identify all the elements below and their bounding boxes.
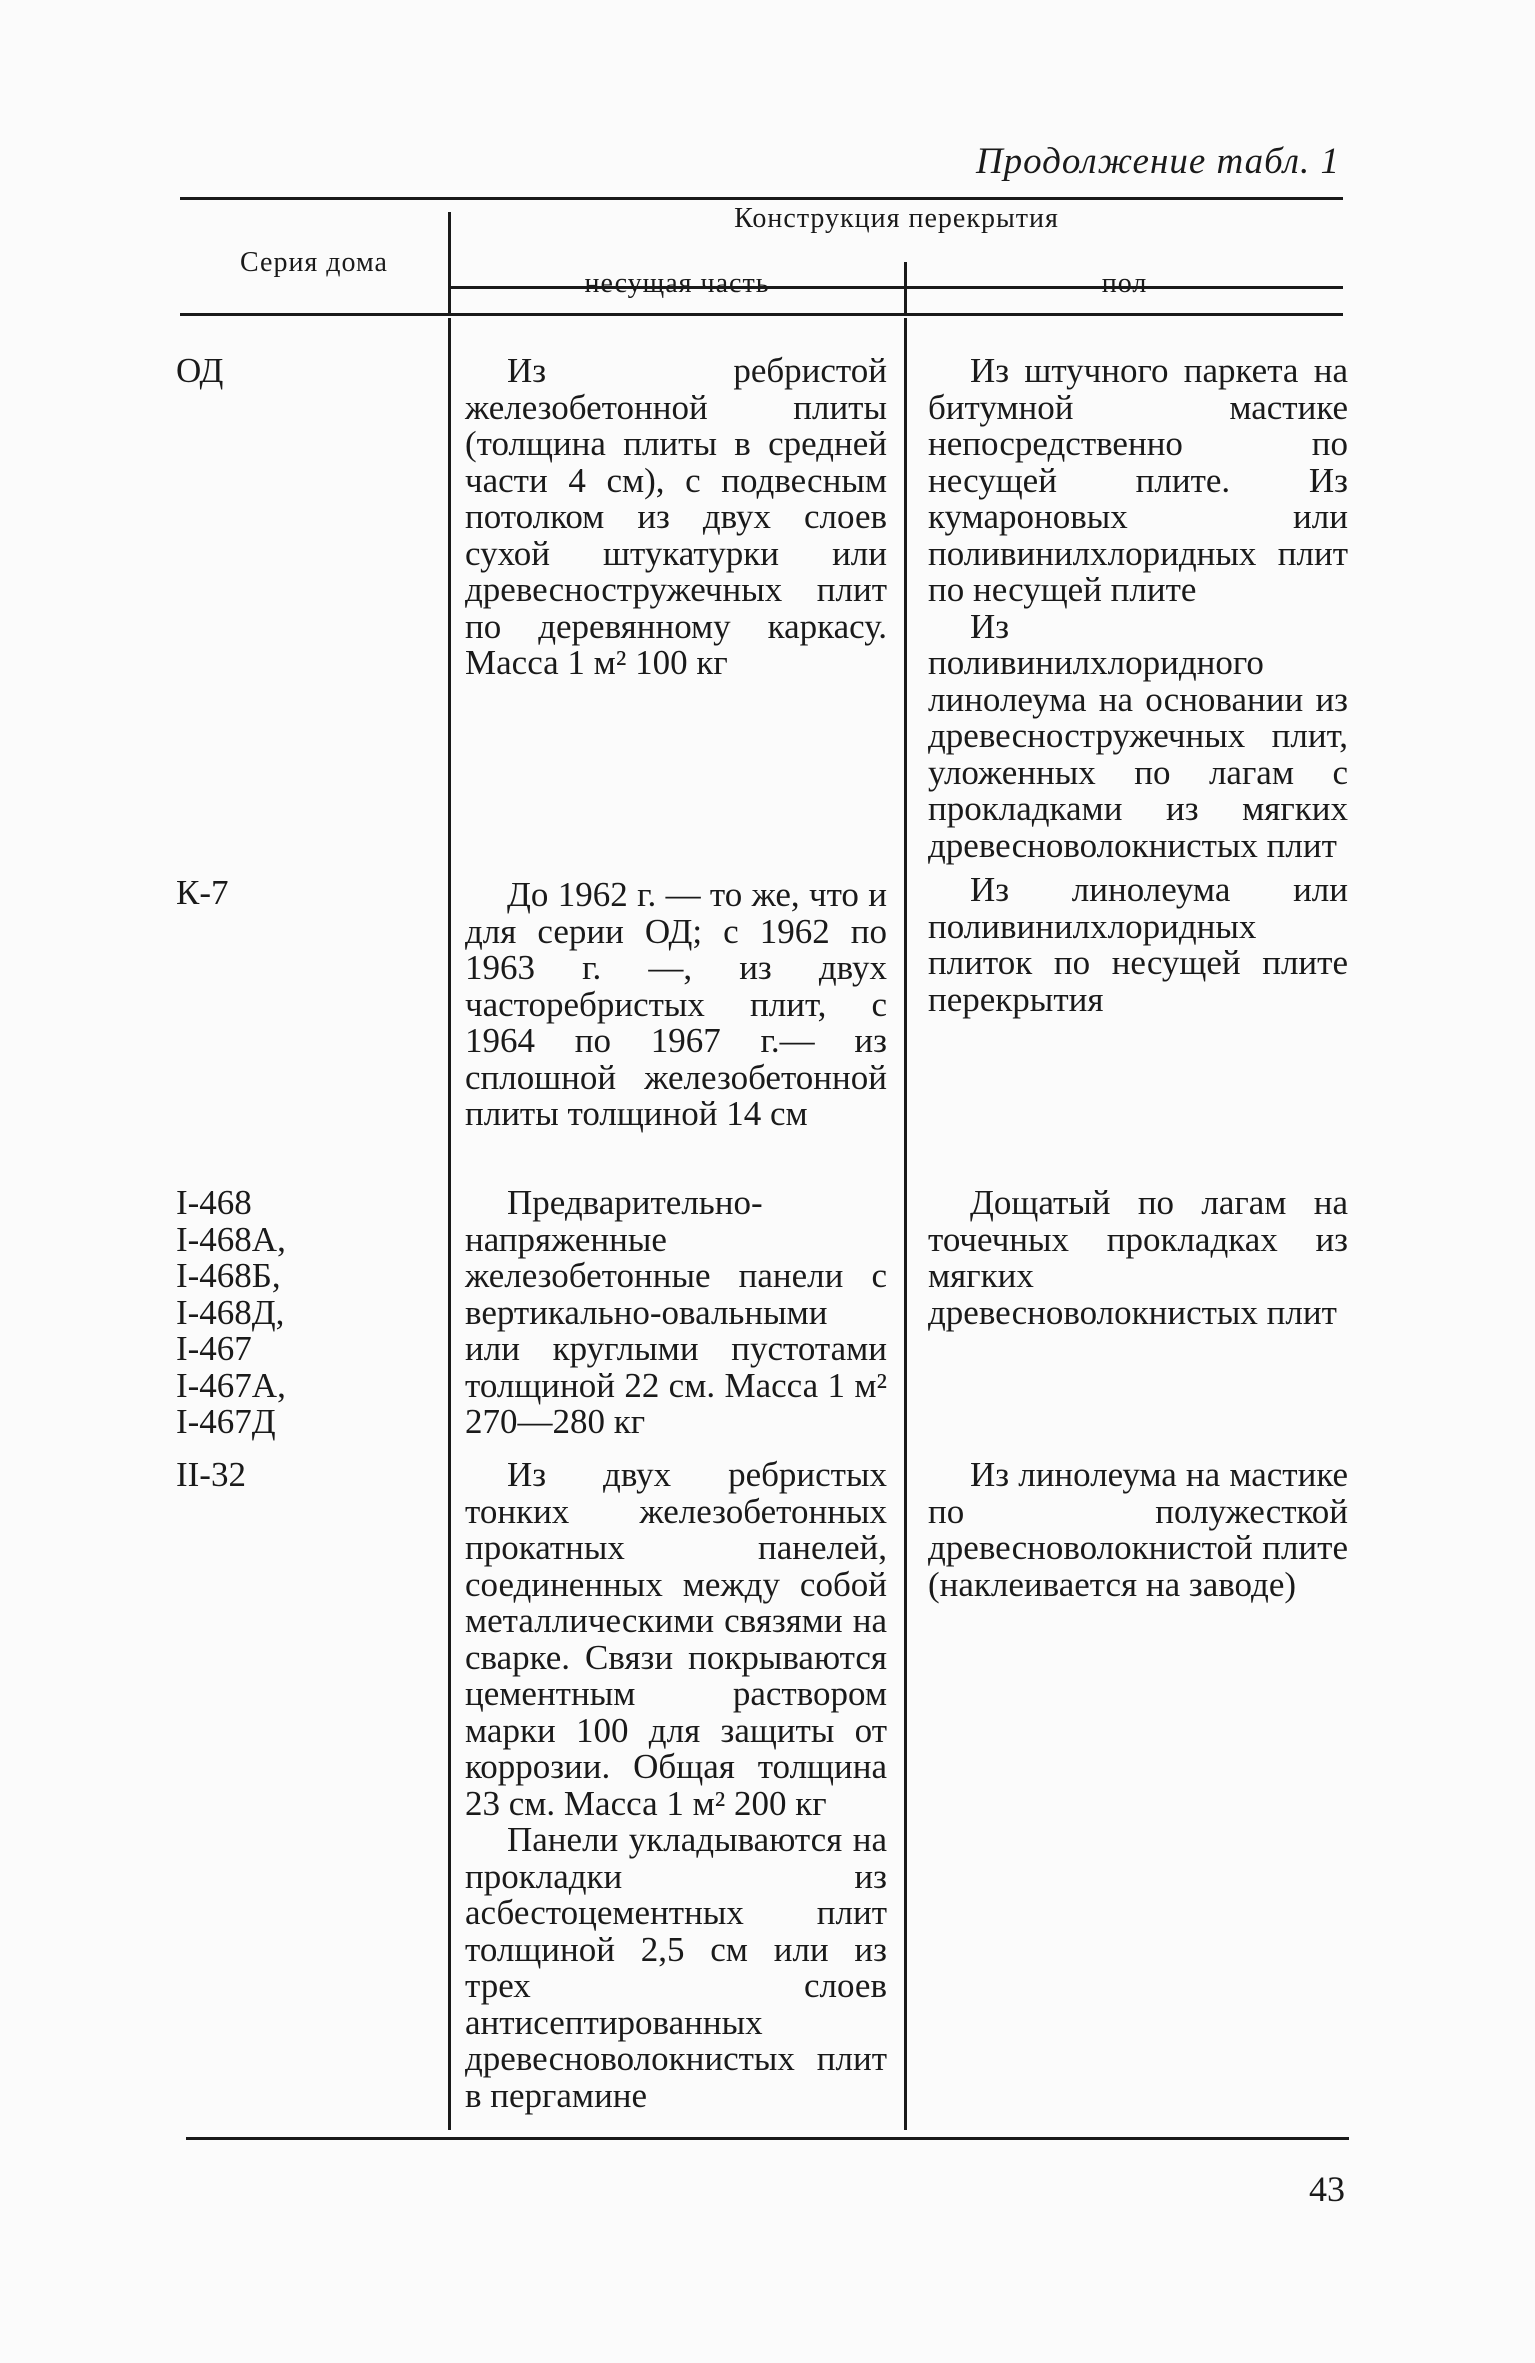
floor-od-para-2: Из поливинилхлоридного линолеума на основании из древесностружечных плит, уложенных по лагам с прокладками из мягких древесноволокнистых плит	[928, 606, 1348, 865]
bottom-rule	[186, 2137, 1349, 2140]
bearing-k7	[465, 877, 887, 1133]
series-k7: К-7	[176, 873, 229, 912]
bearing-ii32-para-1: Из двух ребристых тонких железобетонных прокатных панелей, соединенных между собой металлическими связями на сварке. Связи покрываются цементным раствором марки 100 для защиты от коррозии. Общая толщина 23 см. Масса 1 м² 200 кг	[465, 1455, 887, 1823]
bearing-i468-para: Предварительно-напряженные железобетонные панели с вертикально-овальными или круглыми пустотами толщиной 22 см. Масса 1 м² 270—280 кг	[465, 1183, 887, 1441]
floor-i468	[928, 1185, 1348, 1331]
floor-k7	[928, 872, 1348, 1018]
series-i468-group: I-468 I-468А, I-468Б, I-468Д, I-467 I-467А, I-467Д	[176, 1183, 286, 1441]
series-ii32: II-32	[176, 1455, 246, 1494]
header-series: Серия дома	[240, 247, 388, 278]
floor-ii32-para: Из линолеума на мастике по полужесткой древесноволокнистой плите (наклеивается на заводе)	[928, 1455, 1348, 1604]
table-caption: Продолжение табл. 1	[975, 141, 1340, 182]
header-floor: пол	[1101, 268, 1148, 299]
header-bearing: несущая часть	[584, 268, 770, 299]
page-number: 43	[1309, 2169, 1345, 2209]
bearing-od	[465, 353, 887, 682]
column-divider-left	[448, 318, 451, 2130]
floor-od-para-1: Из штучного паркета на битумной мастике непосредственно по несущей плите. Из кумароновых или поливинилхлоридных плит по несущей плите	[928, 351, 1348, 609]
floor-k7-para: Из линолеума или поливинилхлоридных плиток по несущей плите перекрытия	[928, 870, 1348, 1019]
header-construction: Конструкция перекрытия	[734, 203, 1059, 234]
floor-od	[928, 353, 1348, 864]
column-divider-right	[904, 318, 907, 2130]
bearing-ii32-para-2: Панели укладываются на прокладки из асбестоцементных плит толщиной 2,5 см или из трех слоев антисептированных древесноволокнистых плит в пергамине	[465, 1820, 887, 2115]
bearing-od-para: Из ребристой железобетонной плиты (толщина плиты в средней части 4 см), с подвесным потолком из двух слоев сухой штукатурки или древесностружечных плит по деревянному каркасу. Масса 1 м² 100 кг	[465, 351, 887, 682]
bearing-k7-para: До 1962 г. — то же, что и для серии ОД; с 1962 по 1963 г. —, из двух часторебристых плит, с 1964 по 1967 г.— из сплошной железобетонной плиты толщиной 14 см	[465, 875, 887, 1133]
floor-i468-para: Дощатый по лагам на точечных прокладках из мягких древесноволокнистых плит	[928, 1183, 1348, 1332]
floor-ii32	[928, 1457, 1348, 1603]
bearing-i468	[465, 1185, 887, 1441]
top-rule	[180, 197, 1343, 200]
series-od: ОД	[176, 351, 224, 390]
bearing-ii32	[465, 1457, 887, 2114]
header-bottom-rule	[180, 313, 1343, 316]
